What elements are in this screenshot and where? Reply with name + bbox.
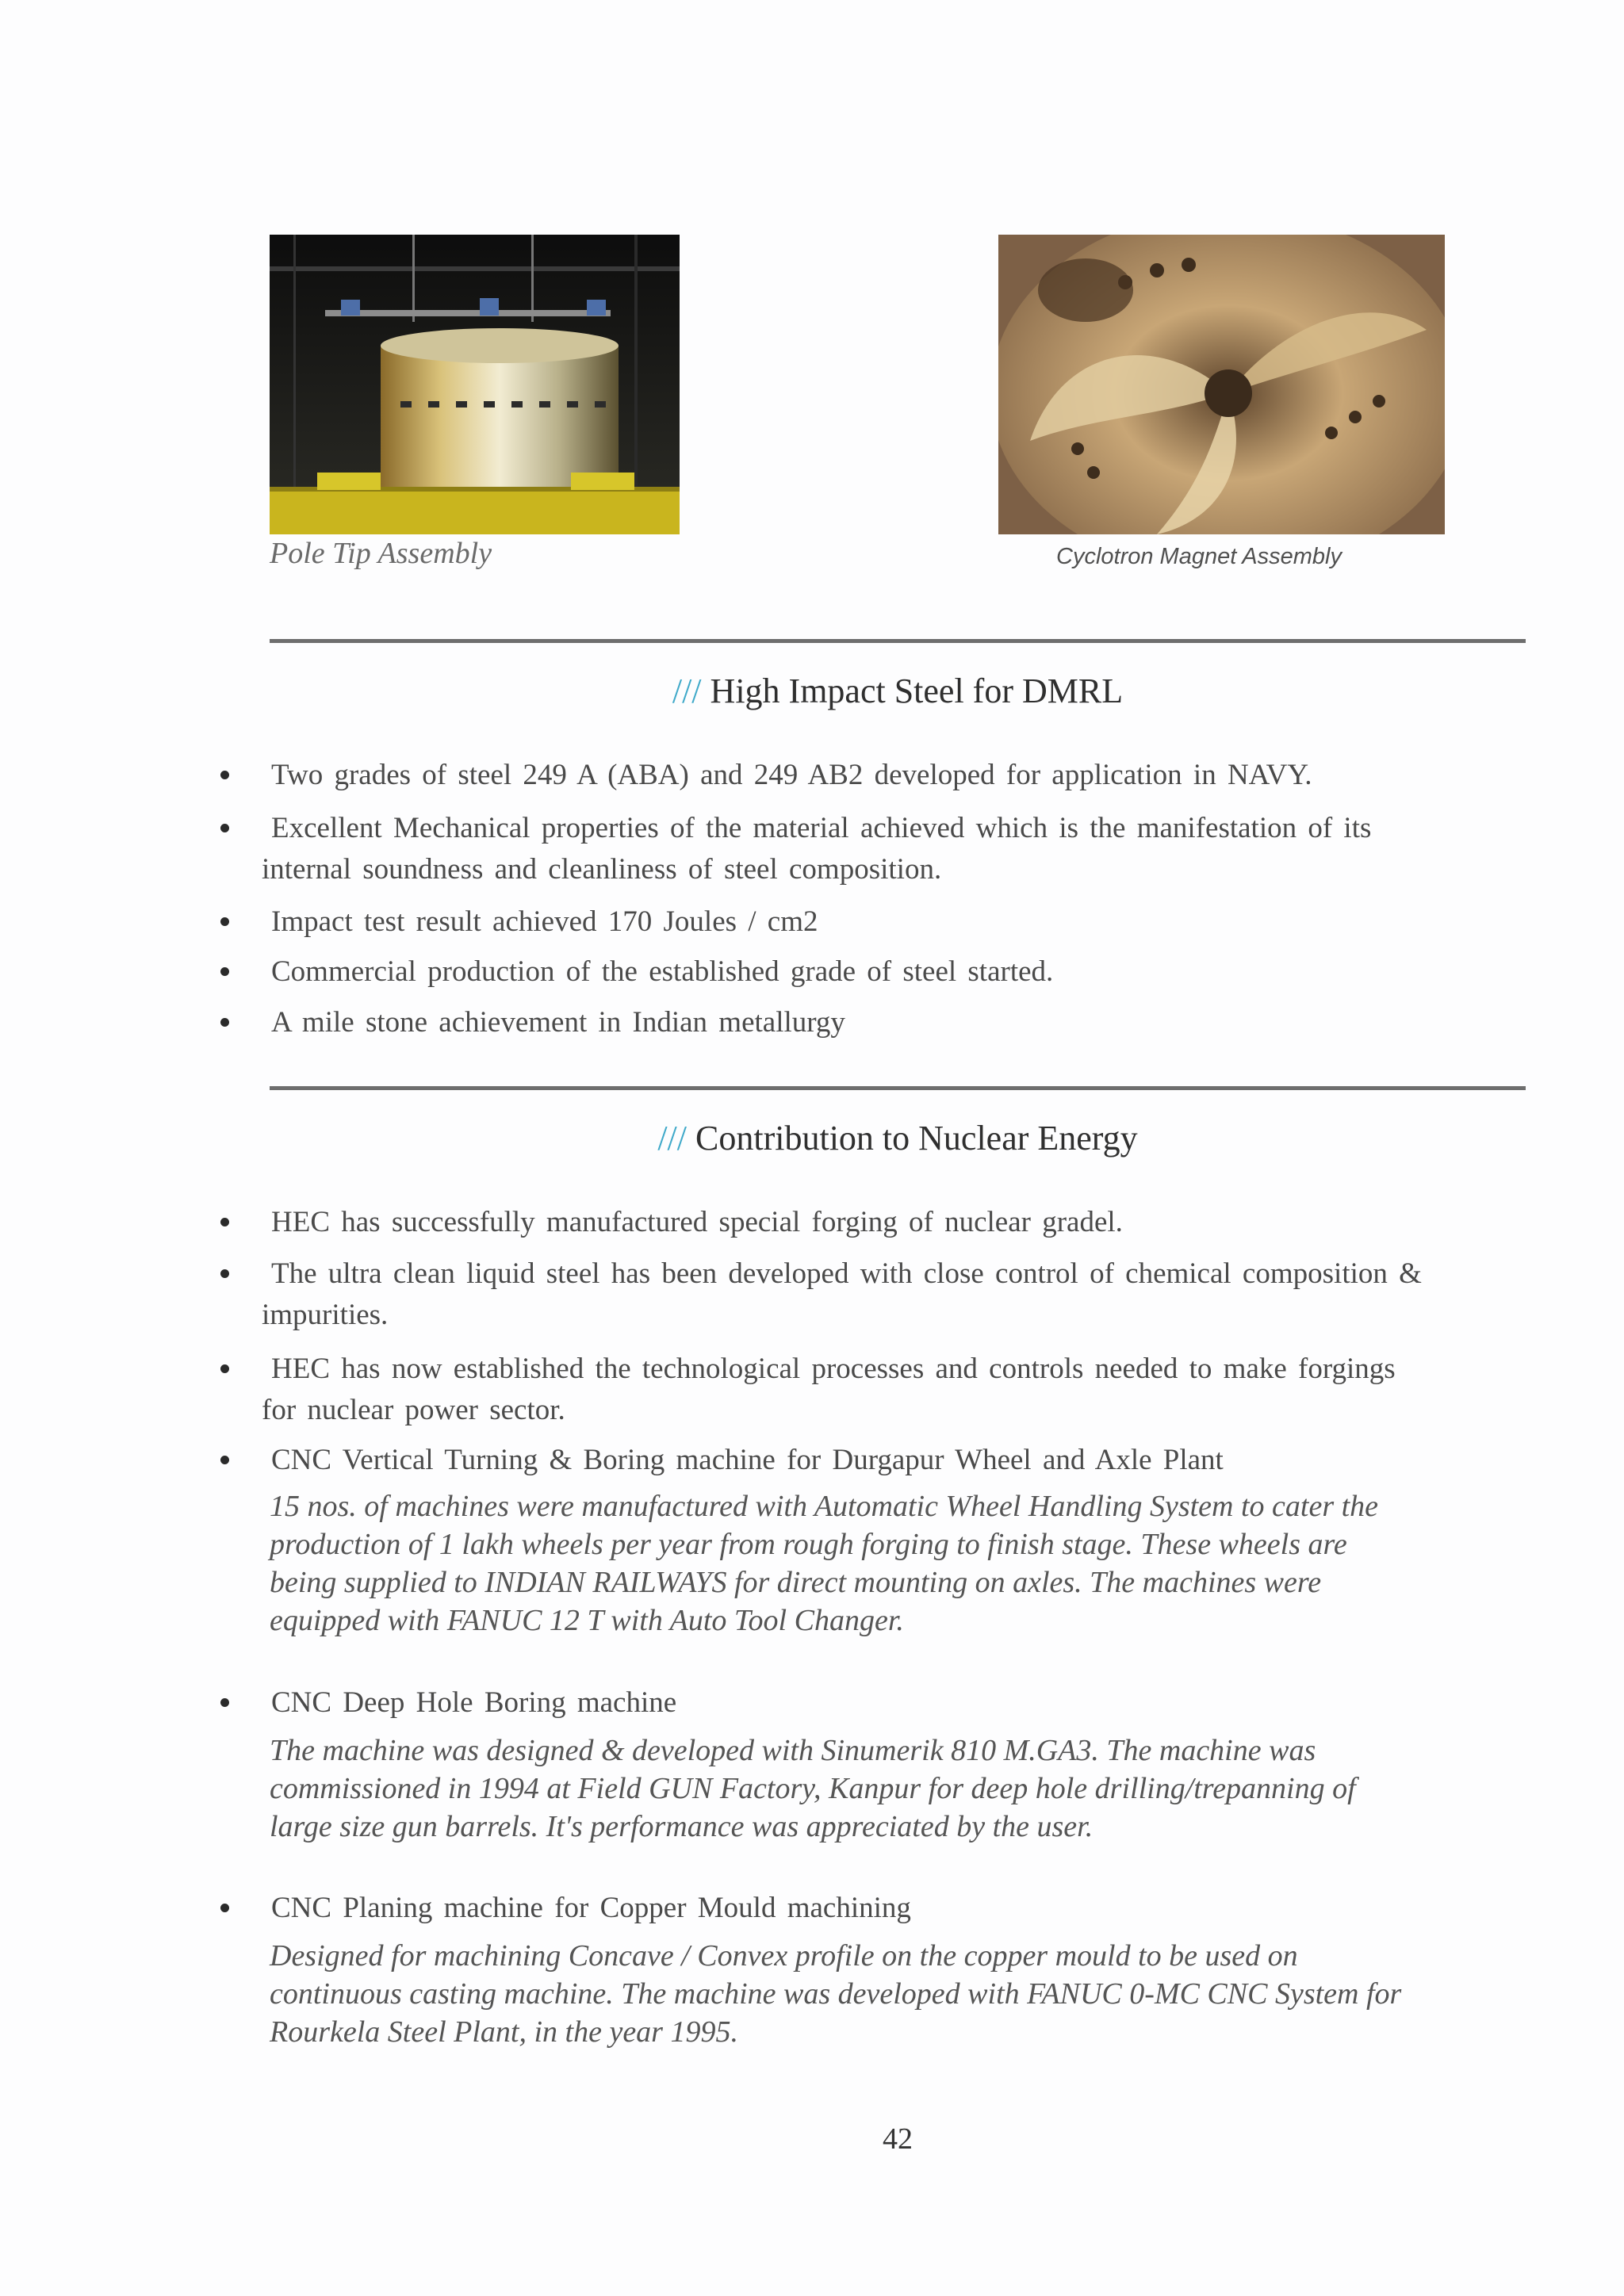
list-item (220, 755, 1529, 796)
bullet-icon (220, 1018, 229, 1027)
cyclotron-caption: Cyclotron Magnet Assembly (1056, 544, 1342, 569)
list-item (220, 1682, 1529, 1724)
bullet-icon (220, 771, 229, 779)
list-item-text: Excellent Mechanical properties of the material achieved which is the manifestation of its (271, 812, 1372, 844)
bullet-icon (220, 1698, 229, 1707)
list-item (220, 951, 1529, 993)
description-line: Designed for machining Concave / Convex profile on the copper mould to be used on (270, 1939, 1298, 1973)
heading-title: Contribution to Nuclear Energy (695, 1119, 1138, 1158)
list-item-text: A mile stone achievement in Indian metallurgy (271, 1006, 845, 1039)
description-line: The machine was designed & developed with Sinumerik 810 M.GA3. The machine was (270, 1734, 1316, 1767)
bullet-icon (220, 917, 229, 926)
heading-slashes: /// (672, 672, 702, 710)
description-line: 15 nos. of machines were manufactured with Automatic Wheel Handling System to cater the (270, 1490, 1379, 1523)
description-line: large size gun barrels. It's performance was appreciated by the user. (270, 1810, 1094, 1843)
bullet-icon (220, 1269, 229, 1278)
description-line: equipped with FANUC 12 T with Auto Tool Changer. (270, 1604, 904, 1637)
list-item-text: The ultra clean liquid steel has been developed with close control of chemical composition & (271, 1257, 1422, 1290)
list-item (220, 1253, 1529, 1336)
heading-slashes: /// (657, 1119, 688, 1158)
cyclotron-magnet-assembly-image (998, 235, 1445, 534)
description-line: continuous casting machine. The machine was developed with FANUC 0-MC CNC System for (270, 1977, 1402, 2011)
list-item (220, 1440, 1529, 1481)
pole-tip-caption: Pole Tip Assembly (270, 537, 492, 570)
list-item (220, 1002, 1529, 1043)
list-item-text: Two grades of steel 249 A (ABA) and 249 AB2 developed for application in NAVY. (271, 759, 1312, 791)
page-number: 42 (883, 2122, 913, 2156)
bullet-icon (220, 1364, 229, 1373)
description-line: being supplied to INDIAN RAILWAYS for direct mounting on axles. The machines were (270, 1566, 1322, 1599)
list-item-text: CNC Deep Hole Boring machine (271, 1686, 677, 1719)
list-item-text-continued: for nuclear power sector. (262, 1394, 565, 1426)
list-item-text: Impact test result achieved 170 Joules / cm2 (271, 905, 818, 938)
bullet-icon (220, 824, 229, 832)
cyclotron-magnet-assembly-photo (998, 235, 1445, 534)
description-line: Rourkela Steel Plant, in the year 1995. (270, 2015, 738, 2049)
description-line: production of 1 lakh wheels per year from rough forging to finish stage. These wheels are (270, 1528, 1347, 1561)
section-heading-dmrl (270, 671, 1526, 711)
pole-tip-assembly-photo (270, 235, 680, 534)
bullet-icon (220, 967, 229, 976)
description-line: commissioned in 1994 at Field GUN Factory, Kanpur for deep hole drilling/trepanning of (270, 1772, 1356, 1805)
list-item-text-continued: internal soundness and cleanliness of steel composition. (262, 853, 942, 886)
list-item-text-continued: impurities. (262, 1299, 389, 1331)
section-divider-2 (270, 1086, 1526, 1090)
heading-title: High Impact Steel for DMRL (710, 672, 1124, 710)
section-divider-1 (270, 639, 1526, 643)
list-item (220, 1202, 1529, 1243)
planing-description (270, 1937, 1538, 2051)
bullet-icon (220, 1456, 229, 1464)
list-item (220, 1349, 1529, 1431)
list-item-text: HEC has now established the technological processes and controls needed to make forgings (271, 1353, 1396, 1385)
bullet-icon (220, 1218, 229, 1226)
dhb-description (270, 1732, 1538, 1846)
list-item-text: HEC has successfully manufactured special forging of nuclear gradel. (271, 1206, 1123, 1238)
list-item-text: Commercial production of the established grade of steel started. (271, 955, 1054, 988)
list-item-text: CNC Vertical Turning & Boring machine for Durgapur Wheel and Axle Plant (271, 1444, 1224, 1476)
pole-tip-assembly-image (270, 235, 680, 534)
list-item (220, 808, 1529, 890)
vtb-description (270, 1487, 1538, 1640)
section-heading-nuclear (270, 1118, 1526, 1158)
bullet-icon (220, 1904, 229, 1912)
list-item (220, 901, 1529, 943)
list-item (220, 1888, 1529, 1929)
list-item-text: CNC Planing machine for Copper Mould machining (271, 1892, 911, 1924)
